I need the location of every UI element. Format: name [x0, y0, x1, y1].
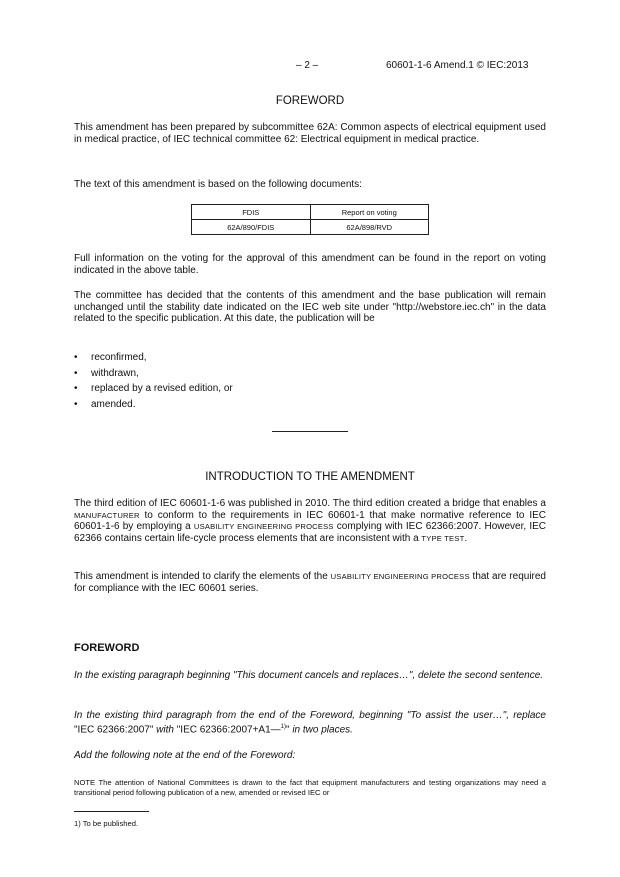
foreword-title: FOREWORD [275, 95, 345, 107]
amendment-instruction: Add the following note at the end of the Foreword: [74, 750, 296, 761]
text: This amendment is intended to clarify the elements of the [74, 571, 331, 582]
footnote-ref[interactable]: 1) [280, 723, 286, 730]
text: with [153, 723, 177, 735]
defined-term: MANUFACTURER [74, 510, 140, 520]
amendment-foreword-title: FOREWORD [74, 642, 140, 654]
bullet-icon: • [74, 398, 78, 410]
defined-term: USABILITY ENGINEERING PROCESS [330, 572, 470, 581]
section-divider [272, 431, 348, 432]
bullet-icon: • [74, 367, 78, 379]
foreword-paragraph: The text of this amendment is based on the following documents: [74, 179, 362, 190]
list-item [74, 399, 546, 415]
table-row [192, 220, 429, 235]
table-cell: 62A/898/RVD [310, 220, 429, 235]
text: " [285, 723, 290, 735]
text: to conform to the requirements in IEC 60601-1 that make normative reference to IEC 60601-1-6 by employing a [74, 509, 546, 533]
text: in two places. [289, 723, 353, 735]
amendment-instruction [74, 710, 546, 736]
introduction-paragraph [74, 498, 546, 544]
list-item-text: replaced by a revised edition, or [91, 383, 233, 394]
bullet-icon: • [74, 352, 78, 363]
defined-term: TYPE TEST [421, 533, 465, 543]
text: "IEC 62366:2007+A1— [176, 723, 281, 735]
text: that are required for compliance with the IEC 60601 series. [74, 571, 546, 594]
table-cell: 62A/890/FDIS [192, 220, 311, 235]
note: NOTE The attention of National Committees is drawn to the fact that equipment manufacturers and testing organizations may need a transitional period following publication of a new, amended or revised IEC or [74, 778, 546, 797]
text: "IEC 62366:2007" [74, 723, 154, 735]
defined-term: USABILITY ENGINEERING PROCESS [193, 522, 334, 532]
page-number: – 2 – [296, 60, 319, 71]
list-item-text: withdrawn, [91, 367, 139, 379]
foreword-paragraph: This amendment has been prepared by subcommittee 62A: Common aspects of electrical equipment used in medical practice, of IEC technical committee 62: Electrical equipment in medical practice. [74, 122, 546, 145]
text: In the existing third paragraph from the end of the Foreword, beginning "To assist the user…", replace [74, 710, 546, 721]
bullet-icon: • [74, 383, 78, 394]
amendment-instruction: In the existing paragraph beginning "This document cancels and replaces…", delete the second sentence. [74, 670, 544, 681]
footnote-text: To be published. [80, 819, 139, 828]
table-header: Report on voting [310, 205, 429, 220]
voting-table [191, 204, 429, 235]
footnote-mark: 1) [74, 819, 81, 828]
text: The third edition of IEC 60601-1-6 was published in 2010. The third edition created a bridge that enables a [74, 498, 546, 509]
table-header: FDIS [192, 205, 311, 220]
list-item [74, 383, 546, 399]
foreword-paragraph: Full information on the voting for the approval of this amendment can be found in the report on voting indicated in the above table. [74, 253, 546, 276]
footnote [74, 818, 546, 830]
bullet-list [74, 352, 546, 414]
introduction-title: INTRODUCTION TO THE AMENDMENT [205, 471, 415, 483]
list-item [74, 352, 546, 368]
list-item-text: amended. [91, 398, 136, 410]
list-item [74, 368, 546, 384]
table-header-row [192, 205, 429, 220]
text: . [464, 532, 468, 544]
document-reference: 60601-1-6 Amend.1 © IEC:2013 [386, 60, 529, 71]
footnote-divider [74, 811, 149, 812]
text: complying with IEC 62366:2007. However, IEC 62366 contains certain life-cycle process elements that are inconsistent with a [74, 521, 546, 544]
list-item-text: reconfirmed, [91, 352, 147, 363]
introduction-paragraph [74, 571, 546, 594]
foreword-paragraph: The committee has decided that the contents of this amendment and the base publication will remain unchanged until the stability date indicated on the IEC web site under "http://webstore.iec.ch" in the data related to the specific publication. At this date, the publication will be [74, 290, 546, 325]
